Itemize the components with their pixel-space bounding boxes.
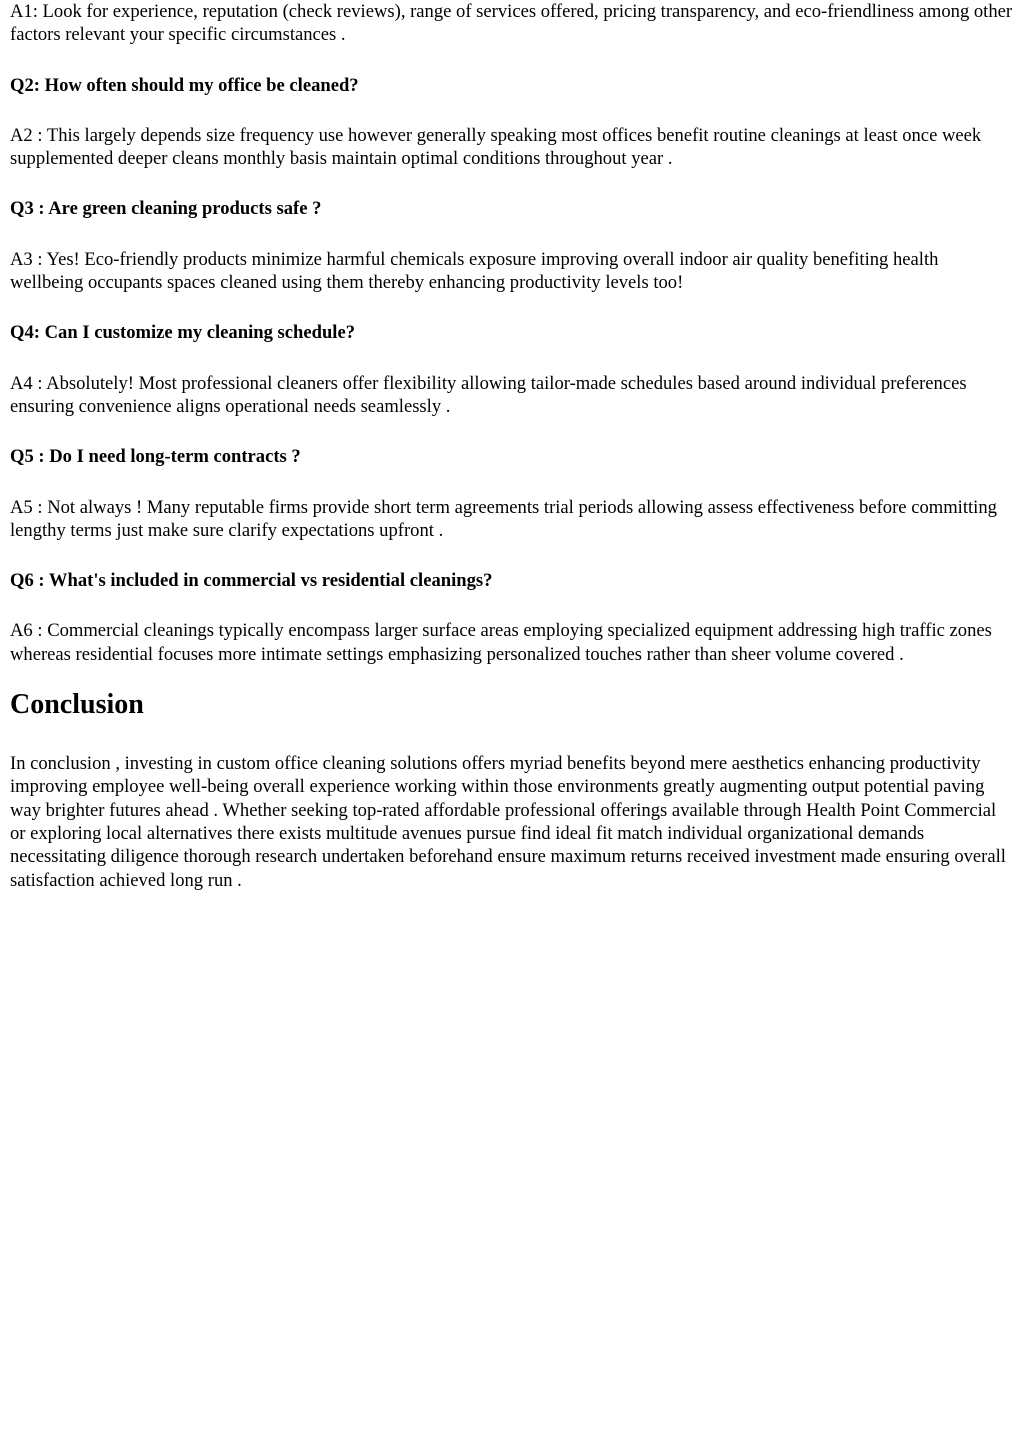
faq-question-3: Q3 : Are green cleaning products safe ? [10, 198, 322, 220]
faq-answer-3: A3 : Yes! Eco-friendly products minimize harmful chemicals exposure improving overall indoor air quality benefiting health wellbeing occupants spaces cleaned using them thereby enhancing productivity levels too! [10, 248, 939, 294]
faq-answer-2: A2 : This largely depends size frequency use however generally speaking most offices benefit routine cleanings at least once week supplemented deeper cleans monthly basis maintain optimal conditions throughout year . [10, 124, 982, 170]
faq-answer-6: A6 : Commercial cleanings typically encompass larger surface areas employing specialized equipment addressing high traffic zones whereas residential focuses more intimate settings emphasizing personalized touches rather than sheer volume covered . [10, 620, 992, 665]
faq-question-5: Q5 : Do I need long-term contracts ? [10, 446, 301, 468]
faq-answer-5: A5 : Not always ! Many reputable firms provide short term agreements trial periods allowing assess effectiveness before committing lengthy terms just make sure clarify expectations upfront . [10, 496, 997, 541]
faq-answer-4: A4 : Absolutely! Most professional cleaners offer flexibility allowing tailor-made schedules based around individual preferences ensuring convenience aligns operational needs seamlessly . [10, 372, 967, 417]
conclusion-body: In conclusion , investing in custom office cleaning solutions offers myriad benefits beyond mere aesthetics enhancing productivity improving employee well-being overall experience working within those environments greatly augmenting output potential paving way brighter futures ahead . Whether seeking top-rated affordable professional offerings available through Health Point Commercial or exploring local alternatives there exists multitude avenues pursue find ideal fit match individual organizational demands necessitating diligence thorough research undertaken beforehand ensure maximum returns received investment made ensuring overall satisfaction achieved long run . [10, 753, 1006, 891]
faq-answer-1: A1: Look for experience, reputation (check reviews), range of services offered, pricing transparency, and eco-friendliness among other factors relevant your specific circumstances . [10, 1, 1013, 46]
faq-question-2: Q2: How often should my office be cleaned? [10, 74, 359, 96]
faq-question-6: Q6 : What's included in commercial vs residential cleanings? [10, 570, 493, 592]
faq-question-4: Q4: Can I customize my cleaning schedule? [10, 322, 356, 344]
conclusion-heading: Conclusion [10, 689, 144, 721]
